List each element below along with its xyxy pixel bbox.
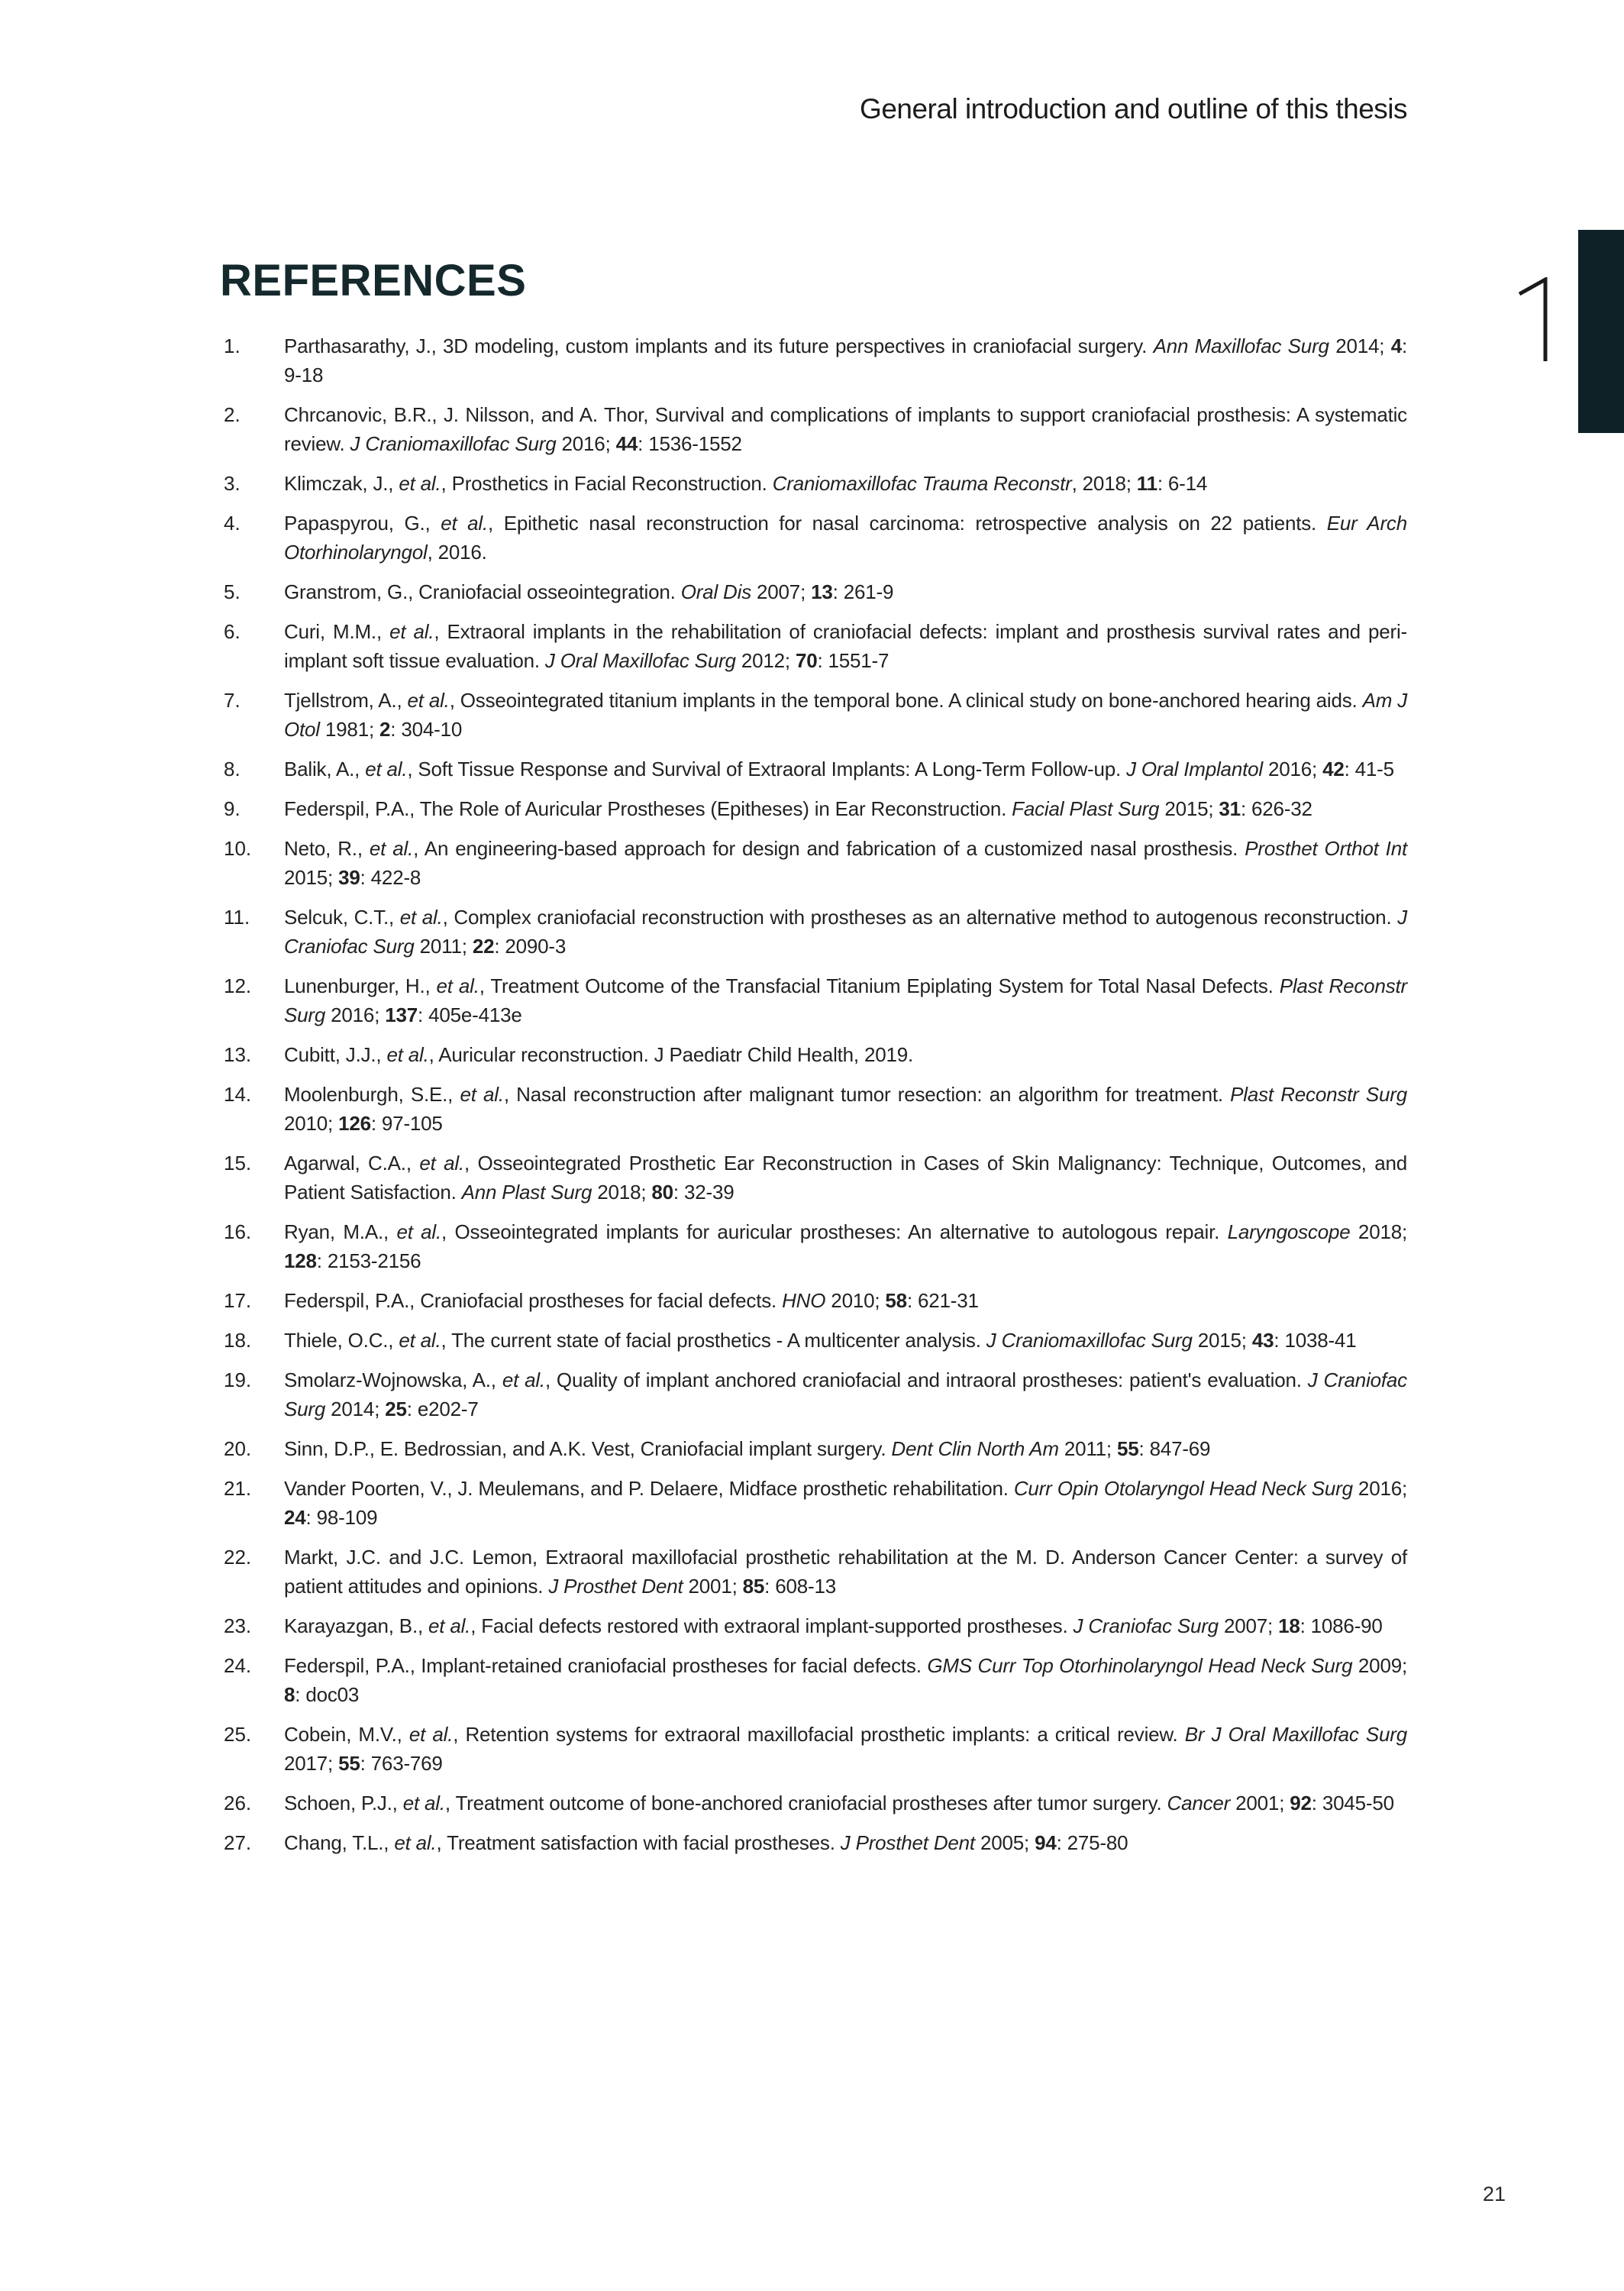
reference-item	[224, 686, 1407, 744]
reference-text: Federspil, P.A., The Role of Auricular Prostheses (Epitheses) in Ear Reconstruction. Facial Plast Surg 2015; 31: 626-32	[284, 797, 1312, 820]
chapter-tab	[1578, 230, 1624, 433]
reference-text: Neto, R., et al., An engineering-based approach for design and fabrication of a customized nasal prosthesis. Prosthet Orthot Int 2015; 39: 422-8	[284, 837, 1407, 889]
reference-number: 1.	[224, 334, 241, 357]
reference-text: Cubitt, J.J., et al., Auricular reconstruction. J Paediatr Child Health, 2019.	[284, 1043, 914, 1066]
reference-number: 9.	[224, 797, 241, 820]
reference-text: Federspil, P.A., Implant-retained craniofacial prostheses for facial defects. GMS Curr Top Otorhinolaryngol Head Neck Surg 2009; 8: doc03	[284, 1654, 1407, 1706]
reference-item	[224, 1286, 1407, 1315]
reference-text: Klimczak, J., et al., Prosthetics in Facial Reconstruction. Craniomaxillofac Trauma Reconstr, 2018; 11: 6-14	[284, 472, 1208, 495]
reference-number: 23.	[224, 1614, 252, 1637]
reference-text: Karayazgan, B., et al., Facial defects restored with extraoral implant-supported prostheses. J Craniofac Surg 2007; 18: 1086-90	[284, 1614, 1383, 1637]
reference-text: Papaspyrou, G., et al., Epithetic nasal reconstruction for nasal carcinoma: retrospective analysis on 22 patients. Eur Arch Otorhinolaryngol, 2016.	[284, 512, 1407, 564]
reference-text: Chrcanovic, B.R., J. Nilsson, and A. Thor, Survival and complications of implants to support craniofacial prosthesis: A systematic review. J Craniomaxillofac Surg 2016; 44: 1536-1552	[284, 403, 1407, 455]
reference-item	[224, 1365, 1407, 1423]
reference-item	[224, 577, 1407, 606]
reference-item	[224, 1543, 1407, 1601]
reference-number: 12.	[224, 974, 252, 997]
reference-number: 27.	[224, 1831, 252, 1854]
reference-item	[224, 834, 1407, 892]
reference-text: Schoen, P.J., et al., Treatment outcome of bone-anchored craniofacial prostheses after tumor surgery. Cancer 2001; 92: 3045-50	[284, 1792, 1394, 1814]
reference-number: 25.	[224, 1723, 252, 1746]
reference-number: 11.	[224, 906, 250, 929]
reference-number: 24.	[224, 1654, 252, 1677]
reference-number: 6.	[224, 620, 241, 643]
reference-item	[224, 1789, 1407, 1818]
reference-item	[224, 755, 1407, 784]
reference-text: Granstrom, G., Craniofacial osseointegration. Oral Dis 2007; 13: 261-9	[284, 580, 894, 603]
reference-item	[224, 400, 1407, 458]
reference-item	[224, 1474, 1407, 1532]
page-number: 21	[1482, 2183, 1506, 2205]
reference-text: Lunenburger, H., et al., Treatment Outcome of the Transfacial Titanium Epiplating System for Total Nasal Defects. Plast Reconstr Surg 2016; 137: 405e-413e	[284, 974, 1407, 1026]
reference-number: 4.	[224, 512, 241, 535]
reference-number: 20.	[224, 1437, 252, 1460]
reference-number: 8.	[224, 758, 241, 780]
reference-number: 26.	[224, 1792, 252, 1814]
page-title: REFERENCES	[220, 255, 527, 305]
reference-item	[224, 1611, 1407, 1640]
reference-item	[224, 1651, 1407, 1709]
reference-text: Sinn, D.P., E. Bedrossian, and A.K. Vest, Craniofacial implant surgery. Dent Clin North Am 2011; 55: 847-69	[284, 1437, 1211, 1460]
reference-text: Tjellstrom, A., et al., Osseointegrated titanium implants in the temporal bone. A clinical study on bone-anchored hearing aids. Am J Otol 1981; 2: 304-10	[284, 689, 1407, 741]
reference-item	[224, 1217, 1407, 1275]
chapter-number	[1518, 277, 1550, 363]
reference-text: Ryan, M.A., et al., Osseointegrated implants for auricular prostheses: An alternative to autologous repair. Laryngoscope 2018; 128: 2153-2156	[284, 1220, 1407, 1272]
reference-number: 19.	[224, 1368, 252, 1391]
reference-text: Parthasarathy, J., 3D modeling, custom implants and its future perspectives in craniofacial surgery. Ann Maxillofac Surg 2014; 4: 9-18	[284, 334, 1407, 386]
reference-number: 7.	[224, 689, 241, 712]
reference-number: 21.	[224, 1477, 252, 1500]
reference-text: Markt, J.C. and J.C. Lemon, Extraoral maxillofacial prosthetic rehabilitation at the M. D. Anderson Cancer Center: a survey of patient attitudes and opinions. J Prosthet Dent 2001; 85: 608-13	[284, 1546, 1407, 1598]
reference-text: Vander Poorten, V., J. Meulemans, and P. Delaere, Midface prosthetic rehabilitation. Curr Opin Otolaryngol Head Neck Surg 2016; 24: 98-109	[284, 1477, 1407, 1529]
reference-number: 17.	[224, 1289, 252, 1312]
reference-item	[224, 1080, 1407, 1138]
reference-text: Agarwal, C.A., et al., Osseointegrated Prosthetic Ear Reconstruction in Cases of Skin Malignancy: Technique, Outcomes, and Patient Satisfaction. Ann Plast Surg 2018; 80: 32-39	[284, 1152, 1407, 1204]
reference-number: 14.	[224, 1083, 252, 1106]
references-list	[224, 331, 1407, 1868]
reference-number: 15.	[224, 1152, 252, 1175]
reference-item	[224, 971, 1407, 1029]
reference-item	[224, 1326, 1407, 1355]
reference-number: 22.	[224, 1546, 252, 1569]
reference-number: 5.	[224, 580, 241, 603]
reference-item	[224, 794, 1407, 823]
reference-number: 3.	[224, 472, 241, 495]
running-header: General introduction and outline of this thesis	[860, 93, 1407, 124]
reference-text: Selcuk, C.T., et al., Complex craniofacial reconstruction with prostheses as an alternative method to autogenous reconstruction. J Craniofac Surg 2011; 22: 2090-3	[284, 906, 1408, 958]
reference-item	[224, 903, 1407, 961]
reference-item	[224, 1720, 1407, 1778]
reference-text: Federspil, P.A., Craniofacial prostheses for facial defects. HNO 2010; 58: 621-31	[284, 1289, 979, 1312]
reference-number: 13.	[224, 1043, 252, 1066]
reference-number: 16.	[224, 1220, 252, 1243]
reference-text: Cobein, M.V., et al., Retention systems for extraoral maxillofacial prosthetic implants: a critical review. Br J Oral Maxillofac Surg 2017; 55: 763-769	[284, 1723, 1407, 1775]
reference-item	[224, 1434, 1407, 1463]
reference-item	[224, 1828, 1407, 1857]
reference-item	[224, 469, 1407, 498]
reference-text: Smolarz-Wojnowska, A., et al., Quality of implant anchored craniofacial and intraoral prostheses: patient's evaluation. J Craniofac Surg 2014; 25: e202-7	[284, 1368, 1407, 1420]
reference-item	[224, 1149, 1407, 1207]
reference-item	[224, 617, 1407, 675]
reference-number: 2.	[224, 403, 241, 426]
reference-text: Curi, M.M., et al., Extraoral implants in the rehabilitation of craniofacial defects: implant and prosthesis survival rates and peri-implant soft tissue evaluation. J Oral Maxillofac Surg 2012; 70: 1551-7	[284, 620, 1407, 672]
reference-text: Balik, A., et al., Soft Tissue Response and Survival of Extraoral Implants: A Long-Term Follow-up. J Oral Implantol 2016; 42: 41-5	[284, 758, 1394, 780]
reference-number: 10.	[224, 837, 252, 860]
reference-item	[224, 331, 1407, 389]
reference-number: 18.	[224, 1329, 252, 1352]
reference-text: Thiele, O.C., et al., The current state of facial prosthetics - A multicenter analysis. J Craniomaxillofac Surg 2015; 43: 1038-41	[284, 1329, 1357, 1352]
reference-item	[224, 1040, 1407, 1069]
reference-text: Moolenburgh, S.E., et al., Nasal reconstruction after malignant tumor resection: an algorithm for treatment. Plast Reconstr Surg 2010; 126: 97-105	[284, 1083, 1407, 1135]
reference-item	[224, 509, 1407, 567]
reference-text: Chang, T.L., et al., Treatment satisfaction with facial prostheses. J Prosthet Dent 2005; 94: 275-80	[284, 1831, 1128, 1854]
